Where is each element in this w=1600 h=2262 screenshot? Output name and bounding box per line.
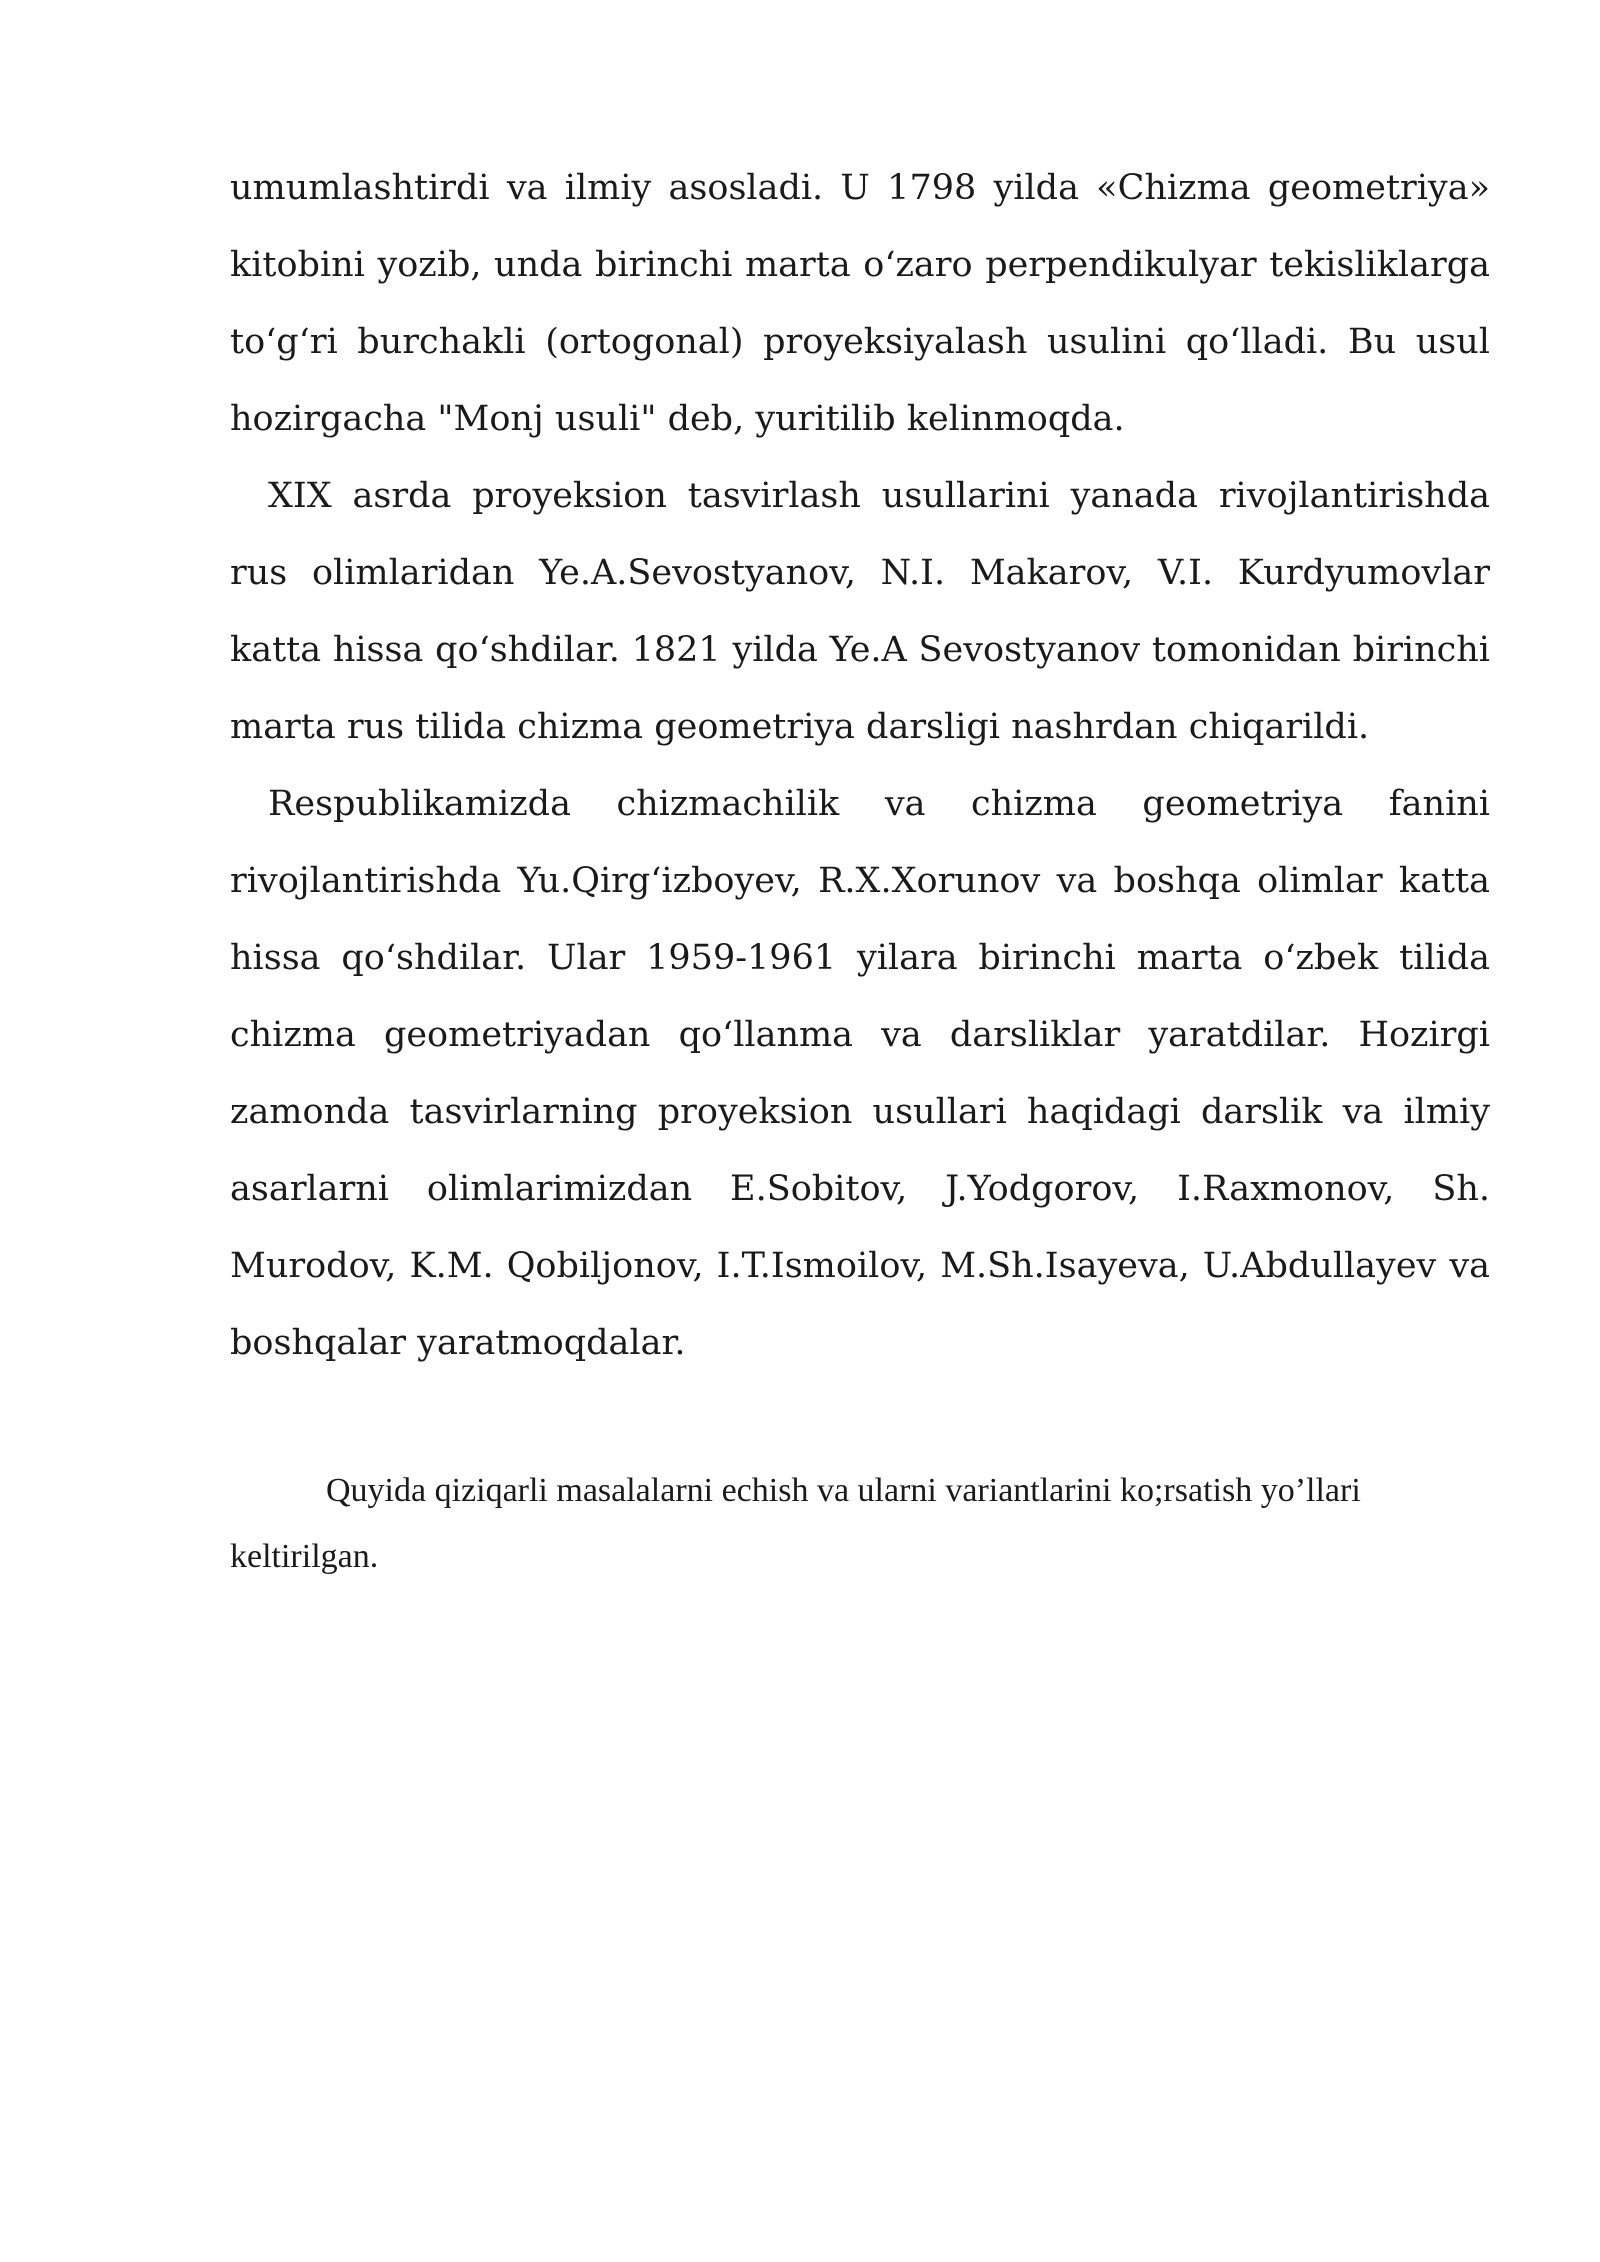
main-text-body	[230, 150, 1490, 1382]
paragraph-russian-scholars: XIX asrda proyeksion tasvirlash usullarini yanada rivojlantirishda rus olimlaridan Ye.A.Sevostyanov, N.I. Makarov, V.I. Kurdyumovlar katta hissa qo‘shdilar. 1821 yilda Ye.A Sevostyanov tomonidan birinchi marta rus tilida chizma geometriya darsligi nashrdan chiqarildi.	[230, 476, 1490, 747]
paragraph-note: Quyida qiziqarli masalalarni echish va ularni variantlarini ko;rsatish yo’llari keltirilgan.	[230, 1472, 1361, 1575]
note-text-body	[230, 1458, 1490, 1590]
paragraph-uzbek-scholars: Respublikamizda chizmachilik va chizma geometriya fanini rivojlantirishda Yu.Qirg‘izboyev, R.X.Xorunov va boshqa olimlar katta hissa qo‘shdilar. Ular 1959-1961 yilara birinchi marta o‘zbek tilida chizma geometriyadan qo‘llanma va darsliklar yaratdilar. Hozirgi zamonda tasvirlarning proyeksion usullari haqidagi darslik va ilmiy asarlarni olimlarimizdan E.Sobitov, J.Yodgorov, I.Raxmonov, Sh. Murodov, K.M. Qobiljonov, I.T.Ismoilov, M.Sh.Isayeva, U.Abdullayev va boshqalar yaratmoqdalar.	[230, 784, 1490, 1363]
paragraph-monge-method: umumlashtirdi va ilmiy asosladi. U 1798 yilda «Chizma geometriya» kitobini yozib, unda birinchi marta o‘zaro perpendikulyar tekisliklarga to‘g‘ri burchakli (ortogonal) proyeksiyalash usulini qo‘lladi. Bu usul hozirgacha "Monj usuli" deb, yuritilib kelinmoqda.	[230, 168, 1490, 439]
